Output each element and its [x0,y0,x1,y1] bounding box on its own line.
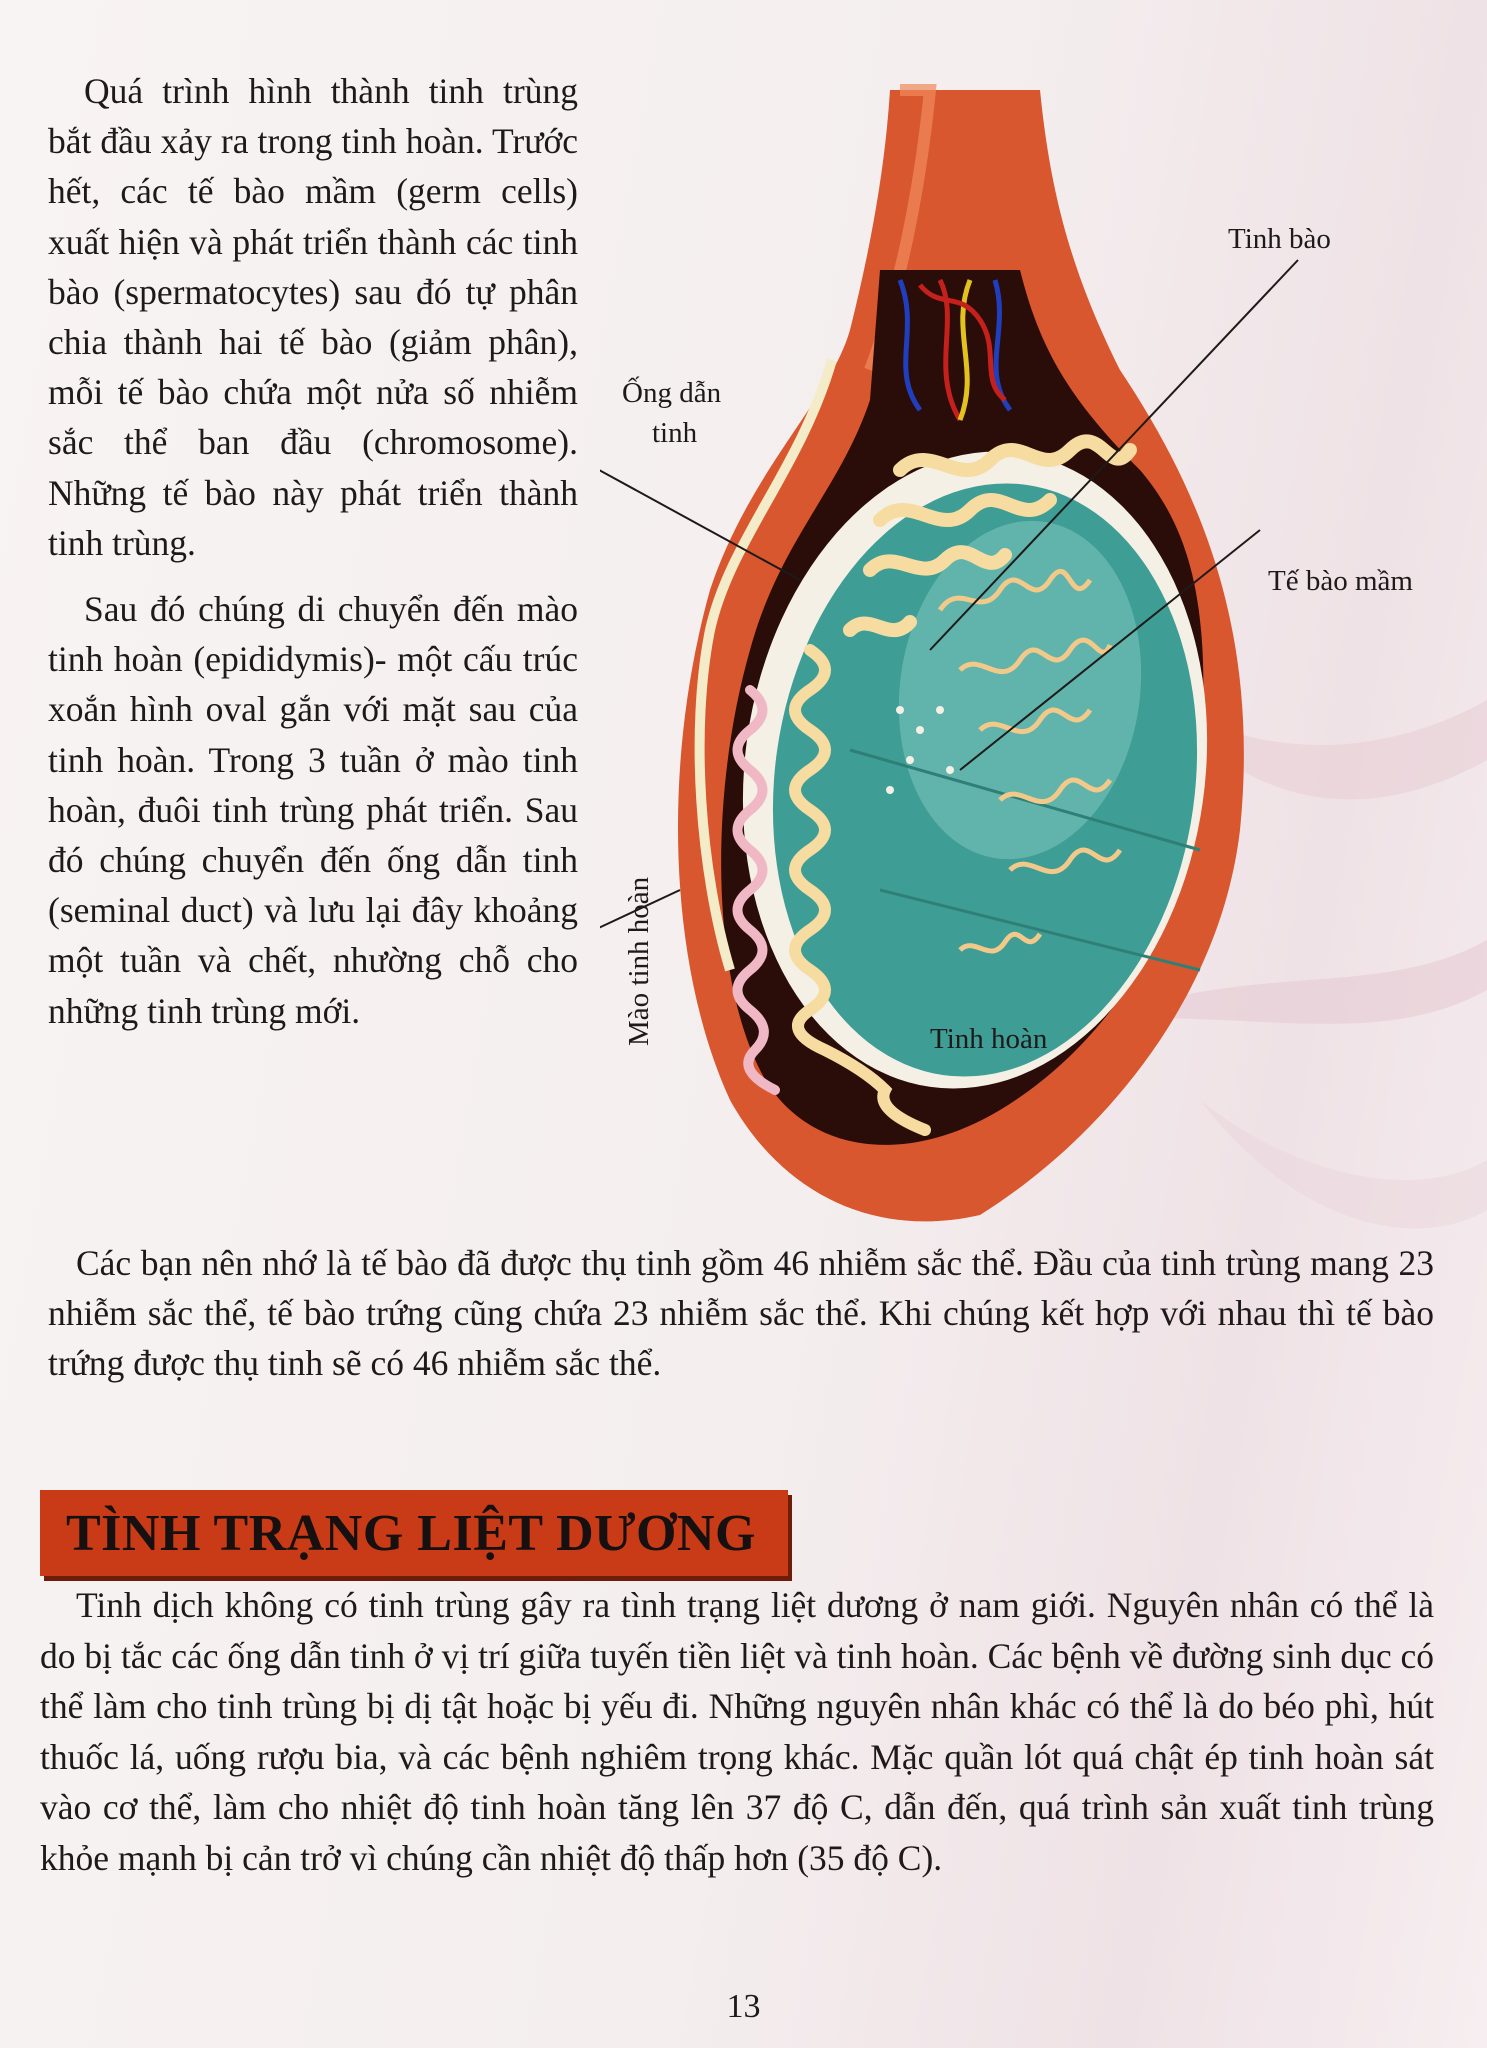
impotence-paragraph: Tinh dịch không có tinh trùng gây ra tình trạng liệt dương ở nam giới. Nguyên nhân có thể là do bị tắc các ống dẫn tinh ở vị trí giữa tuyến tiền liệt và tinh hoàn. Các bệnh về đường sinh dục có thể làm cho tinh trùng bị dị tật hoặc bị yếu đi. Những nguyên nhân khác có thể là do béo phì, hút thuốc lá, uống rượu bia, và các bệnh nghiêm trọng khác. Mặc quần lót quá chật ép tinh hoàn sát vào cơ thể, làm cho nhiệt độ tinh hoàn tăng lên 37 độ C, dẫn đến, quá trình sản xuất tinh trùng khỏe mạnh bị cản trở vì chúng cần nhiệt độ thấp hơn (35 độ C). [40,1585,1434,1878]
intro-paragraph-1: Quá trình hình thành tinh trùng bắt đầu xảy ra trong tinh hoàn. Trước hết, các tế bào mầm (germ cells) xuất hiện và phát triển thành các tinh bào (spermatocytes) sau đó tự phân chia thành hai tế bào (giảm phân), mỗi tế bào chứa một nửa số nhiễm sắc thể ban đầu (chromosome). Những tế bào này phát triển thành tinh trùng. [48,71,578,563]
intro-paragraph-2: Sau đó chúng di chuyển đến mào tinh hoàn (epididymis)- một cấu trúc xoắn hình oval gắn với mặt sau của tinh hoàn. Trong 3 tuần ở mào tinh hoàn, đuôi tinh trùng phát triển. Sau đó chúng chuyển đến ống dẫn tinh (seminal duct) và lưu lại đây khoảng một tuần và chết, nhường chỗ cho những tinh trùng mới. [48,589,578,1031]
label-tinh-bao: Tinh bào [1228,223,1331,255]
chromosome-paragraph-text: Các bạn nên nhớ là tế bào đã được thụ tinh gồm 46 nhiễm sắc thể. Đầu của tinh trùng mang 23 nhiễm sắc thể, tế bào trứng cũng chứa 23 nhiễm sắc thể. Khi chúng kết hợp với nhau thì tế bào trứng được thụ tinh sẽ có 46 nhiễm sắc thể. [48,1243,1434,1383]
chromosome-paragraph [48,1238,1434,1388]
label-ong-dan-tinh-1: Ống dẫn [622,377,722,409]
page-number: 13 [726,1988,761,2025]
section-heading-box [40,1490,788,1576]
impotence-section [40,1580,1434,1883]
testis-anatomy-illustration [600,70,1460,1240]
leader-mao-tinh-hoan [600,890,680,960]
label-te-bao-mam: Tế bào mầm [1268,565,1413,597]
label-mao-tinh-hoan: Mào tinh hoàn [623,876,655,1046]
section-heading: TÌNH TRẠNG LIỆT DƯƠNG [66,1504,757,1562]
label-ong-dan-tinh-2: tinh [652,417,698,449]
label-tinh-hoan: Tinh hoàn [930,1023,1048,1055]
intro-column [48,66,578,1052]
